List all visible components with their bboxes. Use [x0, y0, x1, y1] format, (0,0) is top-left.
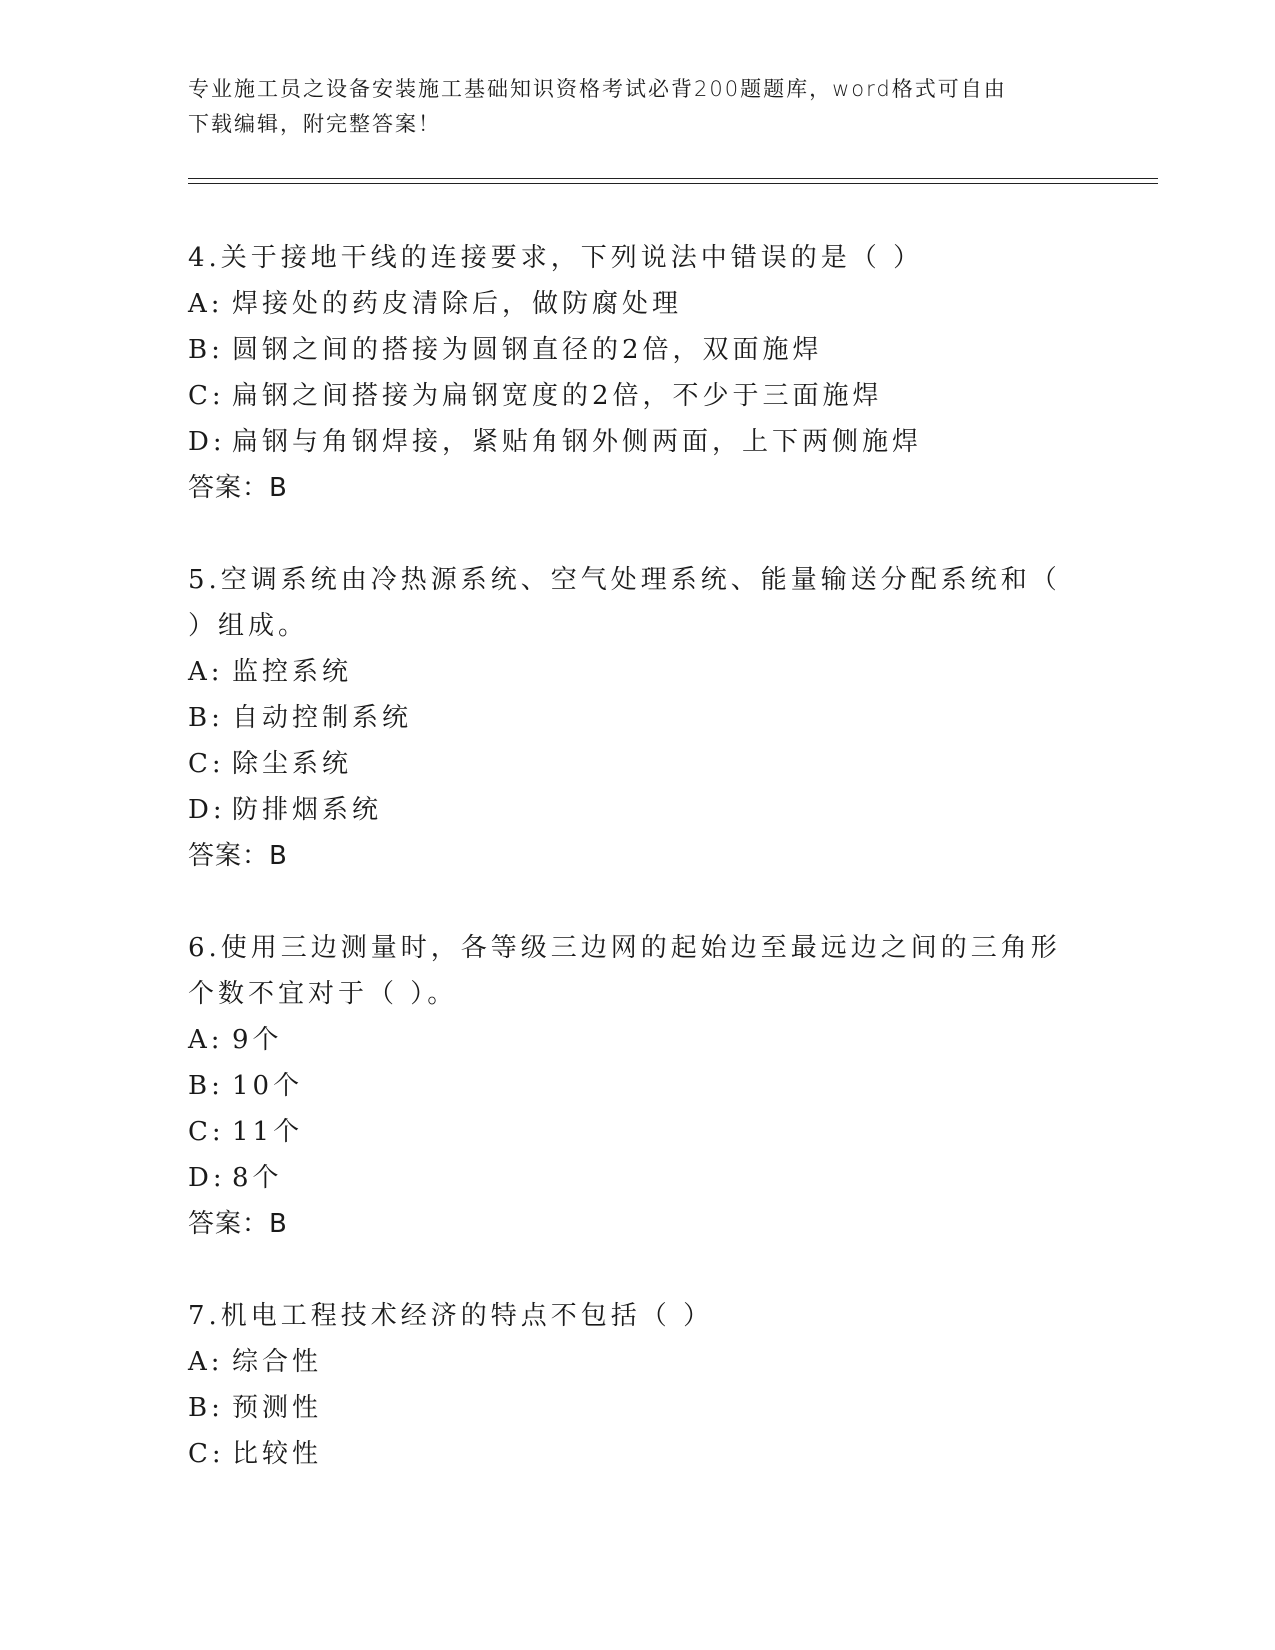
option-key: C:	[188, 381, 225, 411]
option-text: 预测性	[232, 1393, 323, 1423]
option-key: C:	[188, 1439, 225, 1469]
header-divider-top	[188, 178, 1158, 179]
option-a	[188, 649, 1088, 695]
option-key: C:	[188, 749, 225, 779]
option-text: 8个	[232, 1163, 283, 1193]
option-text: 综合性	[232, 1347, 323, 1377]
header-divider-bottom	[188, 183, 1158, 184]
question-6	[188, 925, 1088, 1247]
option-key: B:	[188, 1071, 224, 1101]
option-b	[188, 1385, 1088, 1431]
option-text: 9个	[232, 1025, 283, 1055]
option-c	[188, 741, 1088, 787]
option-c	[188, 1109, 1088, 1155]
option-c	[188, 1431, 1088, 1477]
option-key: A:	[188, 657, 224, 687]
option-key: A:	[188, 1347, 224, 1377]
option-key: C:	[188, 1117, 225, 1147]
option-d	[188, 1155, 1088, 1201]
question-text: 6.使用三边测量时，各等级三边网的起始边至最远边之间的三角形个数不宜对于（ ）。	[188, 933, 1061, 1009]
option-text: 焊接处的药皮清除后，做防腐处理	[232, 289, 683, 319]
option-key: B:	[188, 703, 224, 733]
option-key: B:	[188, 1393, 224, 1423]
option-text: 除尘系统	[232, 749, 353, 779]
option-text: 比较性	[232, 1439, 323, 1469]
option-text: 11个	[232, 1117, 304, 1147]
option-text: 防排烟系统	[232, 795, 383, 825]
question-4	[188, 235, 1088, 511]
question-5	[188, 557, 1088, 879]
option-text: 扁钢之间搭接为扁钢宽度的2倍，不少于三面施焊	[232, 381, 883, 411]
question-list	[188, 235, 1088, 1523]
document-header	[188, 72, 1088, 142]
question-text: 5.空调系统由冷热源系统、空气处理系统、能量输送分配系统和（ ）组成。	[188, 565, 1061, 641]
option-key: A:	[188, 1025, 224, 1055]
option-key: B:	[188, 335, 224, 365]
option-text: 监控系统	[232, 657, 353, 687]
option-a	[188, 281, 1088, 327]
option-text: 自动控制系统	[232, 703, 413, 733]
option-d	[188, 787, 1088, 833]
option-a	[188, 1339, 1088, 1385]
option-text: 扁钢与角钢焊接，紧贴角钢外侧两面，上下两侧施焊	[232, 427, 923, 457]
question-text: 4.关于接地干线的连接要求，下列说法中错误的是（ ）	[188, 243, 924, 273]
answer: 答案：B	[188, 841, 288, 871]
question-7	[188, 1293, 1088, 1477]
option-text: 10个	[232, 1071, 304, 1101]
option-key: D:	[188, 795, 226, 825]
answer: 答案：B	[188, 473, 288, 503]
option-a	[188, 1017, 1088, 1063]
option-key: D:	[188, 1163, 226, 1193]
option-text: 圆钢之间的搭接为圆钢直径的2倍，双面施焊	[232, 335, 823, 365]
option-b	[188, 695, 1088, 741]
header-line-1: 专业施工员之设备安装施工基础知识资格考试必背200题题库，word格式可自由	[188, 77, 1007, 101]
option-key: A:	[188, 289, 224, 319]
option-d	[188, 419, 1088, 465]
question-text: 7.机电工程技术经济的特点不包括（ ）	[188, 1301, 714, 1331]
option-c	[188, 373, 1088, 419]
option-b	[188, 327, 1088, 373]
answer: 答案：B	[188, 1209, 288, 1239]
option-key: D:	[188, 427, 226, 457]
option-b	[188, 1063, 1088, 1109]
header-line-2: 下载编辑，附完整答案！	[188, 112, 441, 136]
